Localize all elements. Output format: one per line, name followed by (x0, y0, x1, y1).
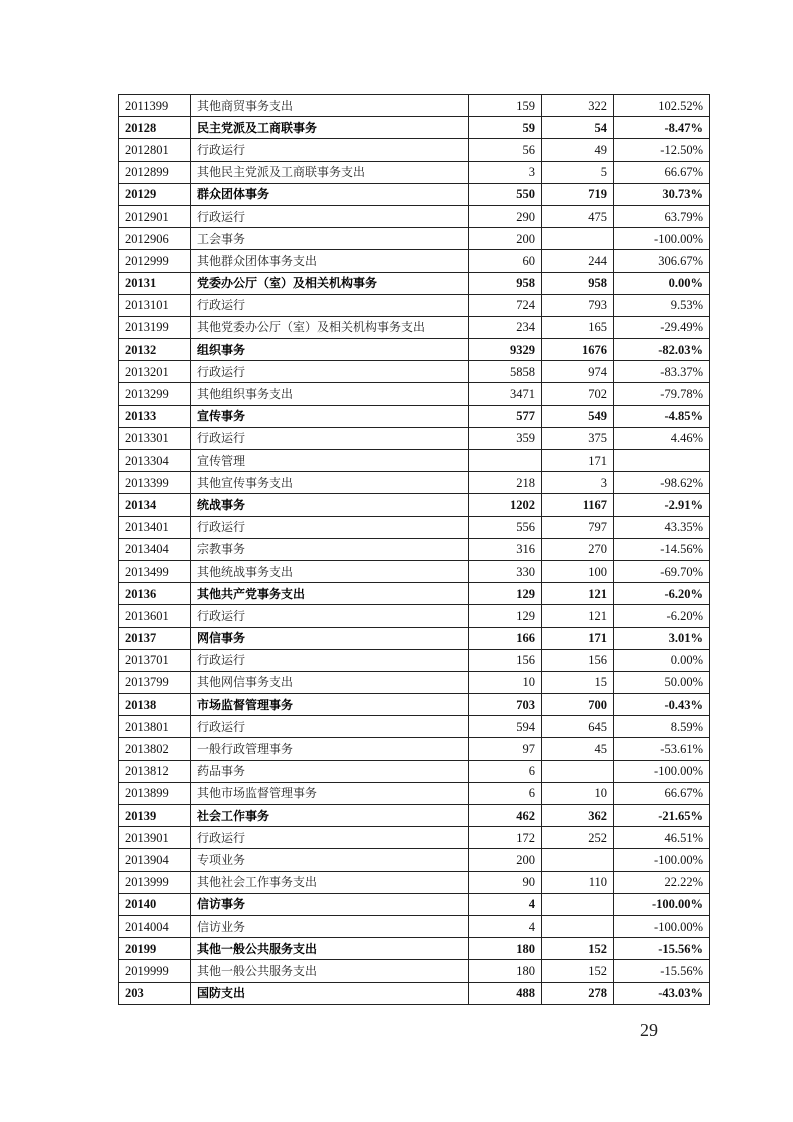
subject-code-cell: 20133 (119, 405, 191, 427)
change-percent-cell: 46.51% (614, 827, 710, 849)
table-row (119, 228, 710, 250)
table-row (119, 649, 710, 671)
table-row (119, 915, 710, 937)
change-percent-cell: 30.73% (614, 183, 710, 205)
previous-amount-cell: 330 (469, 560, 542, 582)
table-row (119, 716, 710, 738)
subject-code-cell: 2013901 (119, 827, 191, 849)
current-amount-cell: 278 (542, 982, 614, 1004)
current-amount-cell: 549 (542, 405, 614, 427)
current-amount-cell: 252 (542, 827, 614, 849)
current-amount-cell: 121 (542, 583, 614, 605)
change-percent-cell: -100.00% (614, 228, 710, 250)
subject-name-cell: 其他群众团体事务支出 (191, 250, 469, 272)
table-row-category (119, 339, 710, 361)
table-row (119, 782, 710, 804)
table-row-category (119, 405, 710, 427)
change-percent-cell: -0.43% (614, 694, 710, 716)
change-percent-cell: -6.20% (614, 605, 710, 627)
previous-amount-cell: 3471 (469, 383, 542, 405)
current-amount-cell: 475 (542, 205, 614, 227)
subject-code-cell: 2019999 (119, 960, 191, 982)
subject-code-cell: 20137 (119, 627, 191, 649)
subject-name-cell: 行政运行 (191, 516, 469, 538)
subject-name-cell: 行政运行 (191, 649, 469, 671)
current-amount-cell: 270 (542, 538, 614, 560)
table-row (119, 361, 710, 383)
change-percent-cell: -14.56% (614, 538, 710, 560)
subject-code-cell: 2013101 (119, 294, 191, 316)
subject-code-cell: 2013701 (119, 649, 191, 671)
previous-amount-cell: 958 (469, 272, 542, 294)
subject-name-cell: 其他党委办公厅（室）及相关机构事务支出 (191, 316, 469, 338)
change-percent-cell: 22.22% (614, 871, 710, 893)
subject-code-cell: 2013812 (119, 760, 191, 782)
current-amount-cell: 171 (542, 450, 614, 472)
current-amount-cell: 1676 (542, 339, 614, 361)
table-row-category (119, 627, 710, 649)
change-percent-cell: -100.00% (614, 915, 710, 937)
change-percent-cell (614, 450, 710, 472)
previous-amount-cell: 5858 (469, 361, 542, 383)
table-row-category (119, 694, 710, 716)
previous-amount-cell (469, 450, 542, 472)
subject-code-cell: 2013904 (119, 849, 191, 871)
change-percent-cell: -53.61% (614, 738, 710, 760)
table-row (119, 827, 710, 849)
change-percent-cell: -83.37% (614, 361, 710, 383)
subject-code-cell: 2013999 (119, 871, 191, 893)
current-amount-cell (542, 893, 614, 915)
change-percent-cell: -2.91% (614, 494, 710, 516)
current-amount-cell: 322 (542, 95, 614, 117)
subject-name-cell: 其他社会工作事务支出 (191, 871, 469, 893)
table-row (119, 516, 710, 538)
subject-name-cell: 其他组织事务支出 (191, 383, 469, 405)
subject-name-cell: 行政运行 (191, 139, 469, 161)
subject-code-cell: 20132 (119, 339, 191, 361)
subject-code-cell: 2012906 (119, 228, 191, 250)
previous-amount-cell: 462 (469, 805, 542, 827)
change-percent-cell: -100.00% (614, 893, 710, 915)
change-percent-cell: -98.62% (614, 472, 710, 494)
subject-name-cell: 行政运行 (191, 605, 469, 627)
subject-code-cell: 2013201 (119, 361, 191, 383)
subject-name-cell: 其他网信事务支出 (191, 671, 469, 693)
table-row-category (119, 272, 710, 294)
current-amount-cell: 10 (542, 782, 614, 804)
subject-code-cell: 2013199 (119, 316, 191, 338)
change-percent-cell: 306.67% (614, 250, 710, 272)
current-amount-cell (542, 915, 614, 937)
subject-name-cell: 党委办公厅（室）及相关机构事务 (191, 272, 469, 294)
previous-amount-cell: 488 (469, 982, 542, 1004)
previous-amount-cell: 10 (469, 671, 542, 693)
subject-name-cell: 药品事务 (191, 760, 469, 782)
current-amount-cell (542, 228, 614, 250)
current-amount-cell: 702 (542, 383, 614, 405)
subject-code-cell: 20140 (119, 893, 191, 915)
table-row-category (119, 183, 710, 205)
table-row-category (119, 982, 710, 1004)
table-row-category (119, 805, 710, 827)
subject-name-cell: 宣传事务 (191, 405, 469, 427)
subject-name-cell: 一般行政管理事务 (191, 738, 469, 760)
subject-code-cell: 2012801 (119, 139, 191, 161)
change-percent-cell: -100.00% (614, 849, 710, 871)
change-percent-cell: 4.46% (614, 427, 710, 449)
change-percent-cell: 63.79% (614, 205, 710, 227)
table-row (119, 139, 710, 161)
previous-amount-cell: 577 (469, 405, 542, 427)
subject-name-cell: 宣传管理 (191, 450, 469, 472)
previous-amount-cell: 129 (469, 605, 542, 627)
subject-code-cell: 20134 (119, 494, 191, 516)
subject-code-cell: 20129 (119, 183, 191, 205)
current-amount-cell: 171 (542, 627, 614, 649)
change-percent-cell: 9.53% (614, 294, 710, 316)
previous-amount-cell: 129 (469, 583, 542, 605)
subject-name-cell: 社会工作事务 (191, 805, 469, 827)
change-percent-cell: -21.65% (614, 805, 710, 827)
change-percent-cell: -82.03% (614, 339, 710, 361)
subject-name-cell: 组织事务 (191, 339, 469, 361)
previous-amount-cell: 4 (469, 915, 542, 937)
current-amount-cell: 793 (542, 294, 614, 316)
table-row (119, 250, 710, 272)
previous-amount-cell: 180 (469, 960, 542, 982)
current-amount-cell: 645 (542, 716, 614, 738)
subject-code-cell: 2014004 (119, 915, 191, 937)
table-row (119, 316, 710, 338)
current-amount-cell: 700 (542, 694, 614, 716)
subject-code-cell: 2013299 (119, 383, 191, 405)
previous-amount-cell: 316 (469, 538, 542, 560)
subject-code-cell: 20139 (119, 805, 191, 827)
subject-code-cell: 2013399 (119, 472, 191, 494)
current-amount-cell (542, 760, 614, 782)
subject-code-cell: 2013404 (119, 538, 191, 560)
previous-amount-cell: 200 (469, 849, 542, 871)
previous-amount-cell: 594 (469, 716, 542, 738)
table-row (119, 450, 710, 472)
subject-name-cell: 统战事务 (191, 494, 469, 516)
subject-code-cell: 2013601 (119, 605, 191, 627)
change-percent-cell: -79.78% (614, 383, 710, 405)
table-row (119, 849, 710, 871)
previous-amount-cell: 97 (469, 738, 542, 760)
previous-amount-cell: 90 (469, 871, 542, 893)
previous-amount-cell: 218 (469, 472, 542, 494)
previous-amount-cell: 59 (469, 117, 542, 139)
subject-name-cell: 其他一般公共服务支出 (191, 938, 469, 960)
subject-name-cell: 其他民主党派及工商联事务支出 (191, 161, 469, 183)
table-row (119, 671, 710, 693)
current-amount-cell: 958 (542, 272, 614, 294)
table-row (119, 960, 710, 982)
subject-name-cell: 专项业务 (191, 849, 469, 871)
subject-code-cell: 2013301 (119, 427, 191, 449)
subject-name-cell: 市场监督管理事务 (191, 694, 469, 716)
change-percent-cell: -12.50% (614, 139, 710, 161)
table-row (119, 472, 710, 494)
change-percent-cell: -29.49% (614, 316, 710, 338)
current-amount-cell: 45 (542, 738, 614, 760)
subject-name-cell: 其他统战事务支出 (191, 560, 469, 582)
current-amount-cell: 110 (542, 871, 614, 893)
subject-name-cell: 信访业务 (191, 915, 469, 937)
subject-name-cell: 网信事务 (191, 627, 469, 649)
previous-amount-cell: 290 (469, 205, 542, 227)
table-row (119, 560, 710, 582)
change-percent-cell: 3.01% (614, 627, 710, 649)
subject-code-cell: 20131 (119, 272, 191, 294)
subject-name-cell: 行政运行 (191, 427, 469, 449)
subject-name-cell: 其他商贸事务支出 (191, 95, 469, 117)
previous-amount-cell: 4 (469, 893, 542, 915)
table-row (119, 605, 710, 627)
subject-code-cell: 20128 (119, 117, 191, 139)
change-percent-cell: -43.03% (614, 982, 710, 1004)
change-percent-cell: -15.56% (614, 960, 710, 982)
change-percent-cell: -6.20% (614, 583, 710, 605)
subject-name-cell: 其他共产党事务支出 (191, 583, 469, 605)
table-row (119, 738, 710, 760)
change-percent-cell: -100.00% (614, 760, 710, 782)
subject-code-cell: 2011399 (119, 95, 191, 117)
current-amount-cell: 165 (542, 316, 614, 338)
previous-amount-cell: 60 (469, 250, 542, 272)
table-row-category (119, 494, 710, 516)
table-row-category (119, 893, 710, 915)
previous-amount-cell: 359 (469, 427, 542, 449)
table-row (119, 95, 710, 117)
change-percent-cell: 0.00% (614, 272, 710, 294)
current-amount-cell: 3 (542, 472, 614, 494)
previous-amount-cell: 234 (469, 316, 542, 338)
subject-name-cell: 行政运行 (191, 361, 469, 383)
current-amount-cell: 49 (542, 139, 614, 161)
current-amount-cell: 156 (542, 649, 614, 671)
subject-name-cell: 国防支出 (191, 982, 469, 1004)
table-row-category (119, 938, 710, 960)
change-percent-cell: 8.59% (614, 716, 710, 738)
change-percent-cell: -8.47% (614, 117, 710, 139)
table-row-category (119, 583, 710, 605)
subject-name-cell: 其他市场监督管理事务 (191, 782, 469, 804)
change-percent-cell: 43.35% (614, 516, 710, 538)
current-amount-cell: 54 (542, 117, 614, 139)
previous-amount-cell: 166 (469, 627, 542, 649)
subject-name-cell: 其他一般公共服务支出 (191, 960, 469, 982)
page-number: 29 (640, 1020, 658, 1040)
previous-amount-cell: 9329 (469, 339, 542, 361)
previous-amount-cell: 703 (469, 694, 542, 716)
current-amount-cell: 974 (542, 361, 614, 383)
subject-name-cell: 行政运行 (191, 205, 469, 227)
subject-code-cell: 20199 (119, 938, 191, 960)
subject-code-cell: 203 (119, 982, 191, 1004)
current-amount-cell: 362 (542, 805, 614, 827)
subject-code-cell: 20138 (119, 694, 191, 716)
table-row (119, 871, 710, 893)
current-amount-cell: 152 (542, 938, 614, 960)
change-percent-cell: 66.67% (614, 782, 710, 804)
change-percent-cell: 66.67% (614, 161, 710, 183)
subject-code-cell: 2013801 (119, 716, 191, 738)
subject-name-cell: 行政运行 (191, 827, 469, 849)
change-percent-cell: 50.00% (614, 671, 710, 693)
table-row (119, 760, 710, 782)
previous-amount-cell: 200 (469, 228, 542, 250)
previous-amount-cell: 172 (469, 827, 542, 849)
table-row (119, 383, 710, 405)
change-percent-cell: -15.56% (614, 938, 710, 960)
subject-name-cell: 行政运行 (191, 716, 469, 738)
previous-amount-cell: 6 (469, 782, 542, 804)
subject-code-cell: 2013304 (119, 450, 191, 472)
current-amount-cell: 1167 (542, 494, 614, 516)
budget-expenditure-table (118, 94, 710, 1005)
subject-code-cell: 2012899 (119, 161, 191, 183)
subject-name-cell: 行政运行 (191, 294, 469, 316)
change-percent-cell: -69.70% (614, 560, 710, 582)
previous-amount-cell: 156 (469, 649, 542, 671)
subject-name-cell: 群众团体事务 (191, 183, 469, 205)
table-row-category (119, 117, 710, 139)
current-amount-cell: 375 (542, 427, 614, 449)
current-amount-cell: 15 (542, 671, 614, 693)
subject-code-cell: 20136 (119, 583, 191, 605)
subject-name-cell: 其他宣传事务支出 (191, 472, 469, 494)
current-amount-cell: 244 (542, 250, 614, 272)
subject-code-cell: 2013899 (119, 782, 191, 804)
previous-amount-cell: 556 (469, 516, 542, 538)
table-row (119, 538, 710, 560)
subject-code-cell: 2012999 (119, 250, 191, 272)
subject-name-cell: 宗教事务 (191, 538, 469, 560)
current-amount-cell (542, 849, 614, 871)
previous-amount-cell: 56 (469, 139, 542, 161)
previous-amount-cell: 724 (469, 294, 542, 316)
subject-code-cell: 2013499 (119, 560, 191, 582)
table-row (119, 294, 710, 316)
table-row (119, 427, 710, 449)
current-amount-cell: 121 (542, 605, 614, 627)
current-amount-cell: 719 (542, 183, 614, 205)
current-amount-cell: 5 (542, 161, 614, 183)
previous-amount-cell: 1202 (469, 494, 542, 516)
previous-amount-cell: 550 (469, 183, 542, 205)
current-amount-cell: 797 (542, 516, 614, 538)
previous-amount-cell: 180 (469, 938, 542, 960)
subject-code-cell: 2013802 (119, 738, 191, 760)
current-amount-cell: 100 (542, 560, 614, 582)
table-row (119, 205, 710, 227)
subject-name-cell: 信访事务 (191, 893, 469, 915)
subject-code-cell: 2013799 (119, 671, 191, 693)
change-percent-cell: -4.85% (614, 405, 710, 427)
previous-amount-cell: 3 (469, 161, 542, 183)
subject-name-cell: 工会事务 (191, 228, 469, 250)
previous-amount-cell: 6 (469, 760, 542, 782)
subject-code-cell: 2013401 (119, 516, 191, 538)
previous-amount-cell: 159 (469, 95, 542, 117)
table-row (119, 161, 710, 183)
subject-code-cell: 2012901 (119, 205, 191, 227)
subject-name-cell: 民主党派及工商联事务 (191, 117, 469, 139)
table-body (119, 95, 710, 1005)
current-amount-cell: 152 (542, 960, 614, 982)
change-percent-cell: 0.00% (614, 649, 710, 671)
change-percent-cell: 102.52% (614, 95, 710, 117)
